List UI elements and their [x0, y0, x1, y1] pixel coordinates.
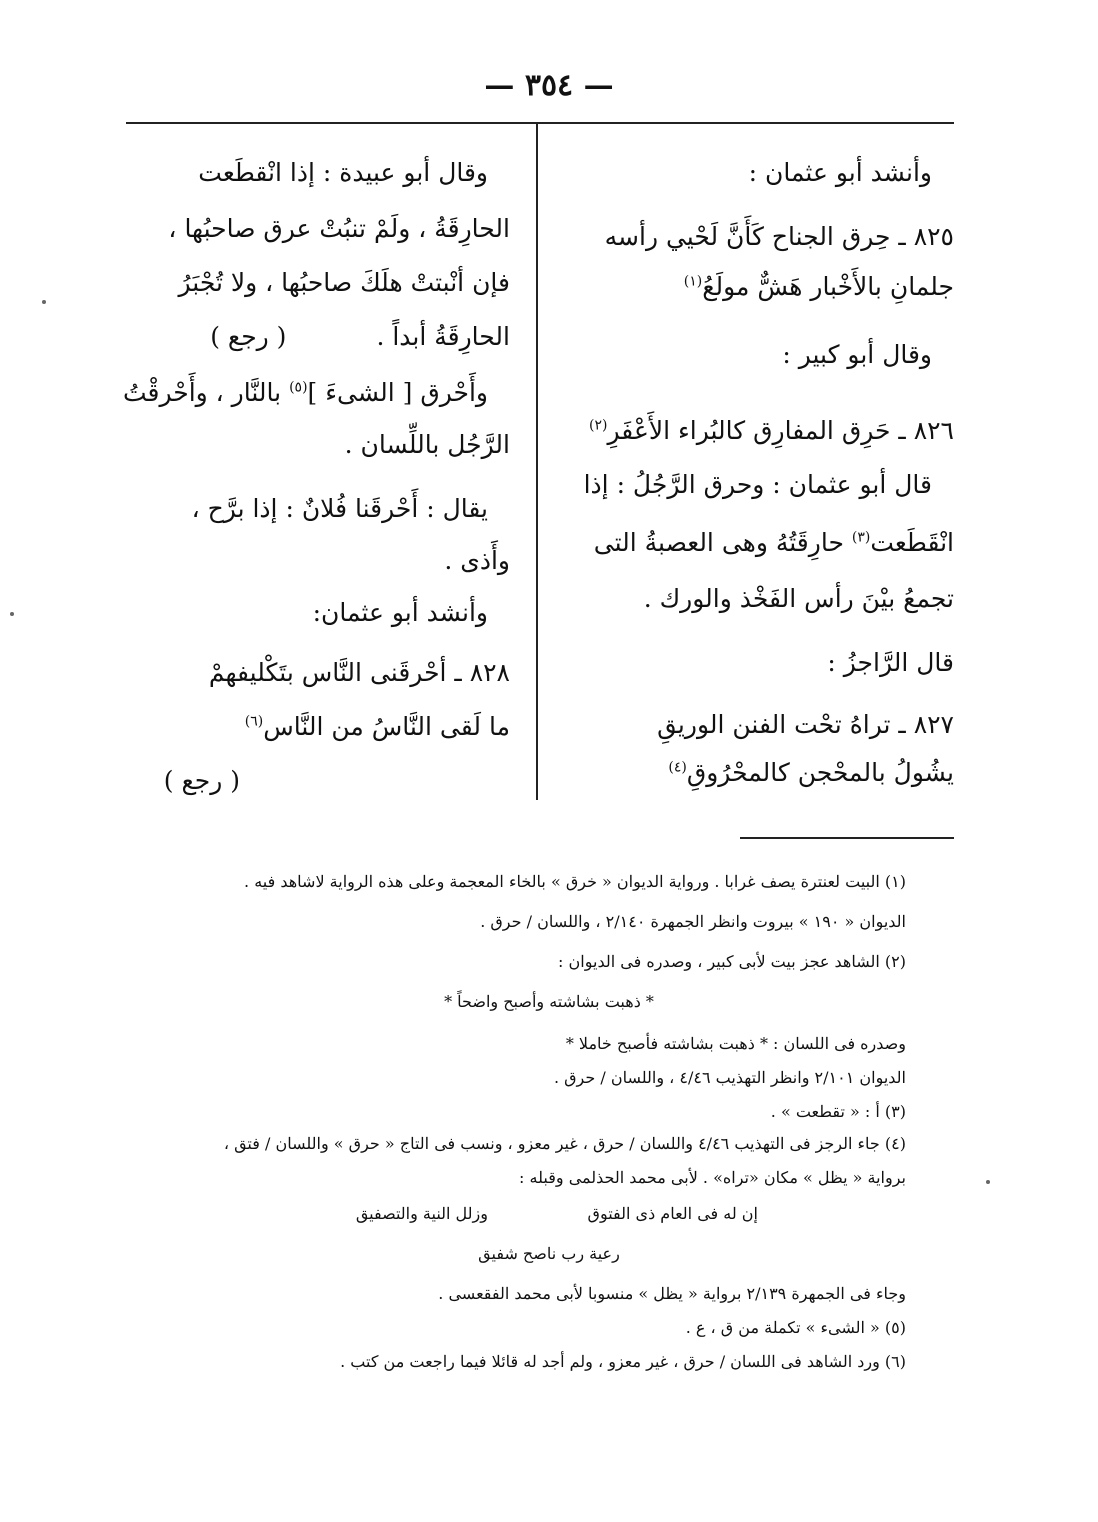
footnote-ref-5: (٥) [289, 379, 308, 396]
lc-line-8: وأَذى . [444, 546, 510, 575]
lc-line-3: فإن أنْبتتْ هلَكَ صاحبُها ، ولا تُجْبَرُ [178, 268, 510, 297]
lc-verse-828-b: ما لَقى النَّاسُ من النَّاس$^{(٦)}$ [244, 712, 510, 741]
footnote-ref-2: (٢) [589, 417, 608, 434]
footnote-2-cont: وصدره فى اللسان : * ذهبت بشاشته فأصبح خاملا * [565, 1034, 906, 1053]
header-rule [126, 122, 954, 124]
rc-verse-827-a: ٨٢٧ ـ تراهُ تحْت الفنن الوريقِ [657, 710, 954, 739]
lc-line-1: وقال أبو عبيدة : إذا انْقطَعت [198, 158, 488, 187]
footnote-5: (٥) « الشىء » تكملة من ق ، ع . [685, 1318, 906, 1337]
lc-line-4: الحارِقَةُ أبداً .( رجع ) [210, 322, 510, 351]
rc-verse-826: ٨٢٦ ـ حَرِق المفارِق كالبُراء الأَعْفَرِ$^{(٢)}$ [589, 416, 954, 445]
footnote-rule [740, 837, 954, 839]
rc-line-4: وقال أبو كبير : [782, 340, 932, 369]
footnote-ref-3: (٣) [851, 529, 871, 546]
footnote-4-verse-2: رعية رب ناصح شفيق [478, 1244, 620, 1263]
rc-line-1: وأنشد أبو عثمان : [748, 158, 932, 187]
lc-line-5: وأَحْرق [ الشىءَ ]$^{(٥)}$ بالنَّار ، وأَحْرقْتُ [122, 378, 488, 407]
lc-line-6: الرَّجُل باللِّسان . [344, 430, 510, 459]
footnote-1: (١) البيت لعنترة يصف غرابا . ورواية الديوان « خرق » بالخاء المعجمة وعلى هذه الرواية لاشاهد فيه . [244, 872, 906, 891]
footnote-4-cont: برواية « يظل » مكان «تراه» . لأبى محمد الحذلمى وقبله : [519, 1168, 906, 1187]
footnote-ref-6: (٦) [244, 713, 264, 730]
return-tag: ( رجع ) [210, 322, 287, 351]
footnote-ref-4: (٤) [668, 759, 687, 776]
footnote-4-verse-1a: إن له فى العام ذى الفتوق [587, 1204, 758, 1223]
rc-line-8: تجمعُ بيْنَ رأس الفَخْذ والورك . [643, 584, 954, 613]
rc-line-7: انْقَطَعت$^{(٣)}$ حارِقَتُهُ وهى العصبةُ التى [593, 528, 954, 557]
lc-line-2: الحارِقَةُ ، ولَمْ تنبُتْ عرق صاحبُها ، [168, 214, 510, 243]
lc-line-9: وأنشد أبو عثمان: [312, 598, 488, 627]
footnote-ref-1: (١) [683, 273, 703, 290]
footnote-4-cont-2: وجاء فى الجمهرة ٢/١٣٩ برواية « يظل » منسوبا لأبى محمد الفقعسى . [438, 1284, 906, 1303]
footnote-4-verse-1b: وزلل النية والتصفيق [355, 1204, 488, 1223]
scan-speck [10, 612, 14, 616]
footnote-4: (٤) جاء الرجز فى التهذيب ٤/٤٦ واللسان / حرق ، غير معزو ، ونسب فى التاج « حرق » واللسان / فتق ، [223, 1134, 906, 1153]
rc-verse-825-a: ٨٢٥ ـ حِرق الجناح كَأَنَّ لَحْيي رأسه [604, 222, 954, 251]
footnote-2: (٢) الشاهد عجز بيت لأبى كبير ، وصدره فى الديوان : [558, 952, 906, 971]
scan-speck [42, 300, 46, 304]
rc-verse-827-b: يشُولُ بالمحْجن كالمحْرُوقِ$^{(٤)}$ [668, 758, 954, 787]
footnote-2-cont-2: الديوان ٢/١٠١ وانظر التهذيب ٤/٤٦ ، واللسان / حرق . [553, 1068, 906, 1087]
rc-line-6: قال أبو عثمان : وحرق الرَّجُلُ : إذا [583, 470, 932, 499]
footnote-3: (٣) أ : « تقطعت » . [770, 1102, 906, 1121]
footnote-2-verse: * ذهبت بشاشته وأصبح واضحاً * [444, 992, 654, 1011]
lc-verse-828-a: ٨٢٨ ـ أحْرقَنى النَّاس بتَكْليفهمْ [208, 658, 510, 687]
rc-verse-825-b: جلمانِ بالأَخْبار هَشٌّ مولَعُ$^{(١)}$ [683, 272, 954, 301]
rc-line-9: قال الرَّاجزُ : [827, 648, 954, 677]
scan-speck [986, 1180, 990, 1184]
footnote-6: (٦) ورد الشاهد فى اللسان / حرق ، غير معزو ، ولم أجد له قائلا فيما راجعت من كتب . [340, 1352, 906, 1371]
column-divider [536, 124, 538, 800]
lc-return-tag: ( رجع ) [163, 766, 240, 795]
lc-line-7: يقال : أَحْرقَنا فُلانٌ : إذا برَّح ، [191, 494, 488, 523]
footnote-1-cont: الديوان « ١٩٠ » بيروت وانظر الجمهرة ٢/١٤٠ ، واللسان / حرق . [480, 912, 906, 931]
page-number: — ٣٥٤ — [484, 68, 614, 103]
